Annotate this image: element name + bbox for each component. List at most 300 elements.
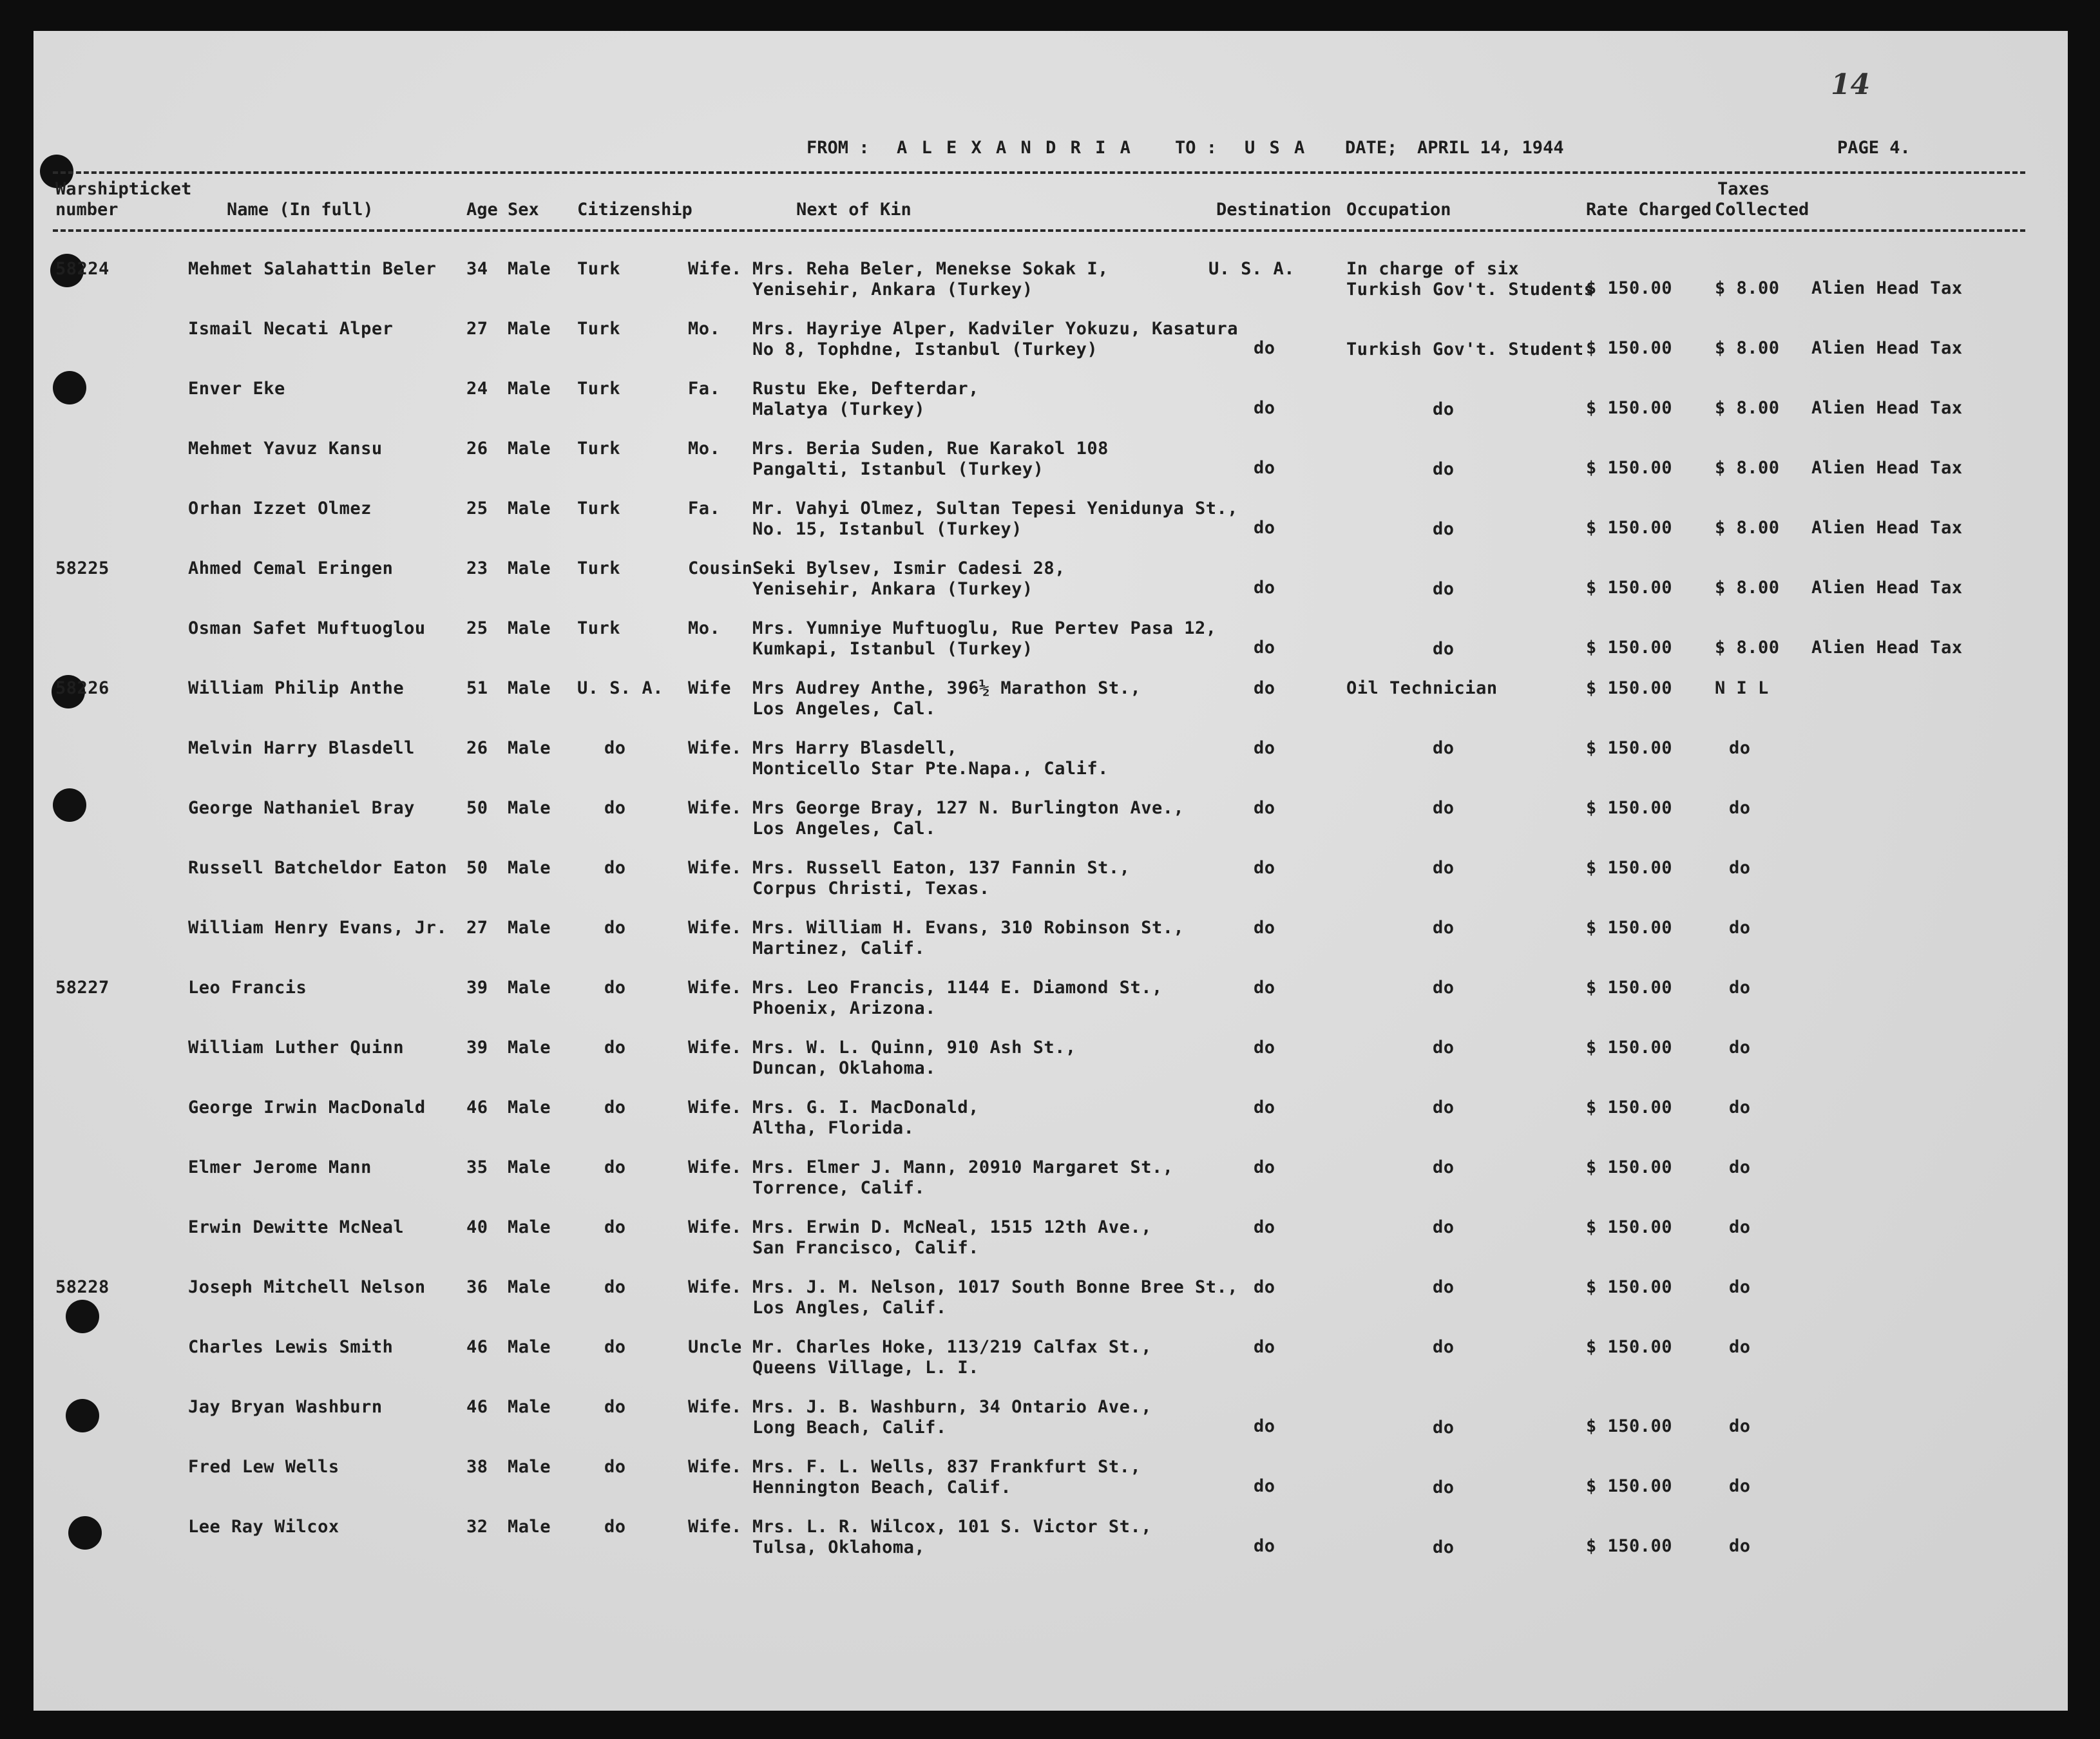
destination: do <box>1254 338 1275 358</box>
rate-charged: $ 150.00 <box>1586 1277 1673 1297</box>
from-label: FROM : <box>807 138 870 158</box>
kin-line-2: Long Beach, Calif. <box>752 1418 947 1438</box>
kin-line-1: Mrs. L. R. Wilcox, 101 S. Victor St., <box>752 1517 1152 1537</box>
occupation-line-1: do <box>1433 1098 1455 1117</box>
table-row <box>33 798 2068 856</box>
destination: do <box>1254 918 1275 938</box>
age: 27 <box>466 918 488 938</box>
tax-note: Alien Head Tax <box>1811 638 1963 658</box>
kin-relation: Wife. <box>688 858 742 878</box>
passenger-name: Melvin Harry Blasdell <box>188 738 415 758</box>
kin-relation: Mo. <box>688 319 721 339</box>
occupation-line-1: do <box>1433 1038 1455 1058</box>
kin-line-2: Kumkapi, Istanbul (Turkey) <box>752 639 1033 659</box>
age: 32 <box>466 1517 488 1537</box>
passenger-name: Enver Eke <box>188 379 285 399</box>
tax-note: Alien Head Tax <box>1811 398 1963 418</box>
tax-note: Alien Head Tax <box>1811 458 1963 478</box>
page-label: PAGE 4. <box>1837 138 1911 158</box>
occupation-line-2: do <box>1433 1478 1455 1497</box>
citizenship: do <box>604 798 626 818</box>
kin-line-2: Phoenix, Arizona. <box>752 998 936 1018</box>
age: 46 <box>466 1397 488 1417</box>
citizenship: Turk <box>577 558 621 578</box>
citizenship: Turk <box>577 319 621 339</box>
table-row <box>33 1217 2068 1275</box>
table-row <box>33 678 2068 736</box>
tax-collected: do <box>1729 1337 1751 1357</box>
col-next-of-kin: Next of Kin <box>796 200 912 220</box>
passenger-name: Jay Bryan Washburn <box>188 1397 383 1417</box>
citizenship: Turk <box>577 259 621 279</box>
destination: do <box>1254 1476 1275 1496</box>
age: 23 <box>466 558 488 578</box>
rate-charged: $ 150.00 <box>1586 978 1673 998</box>
occupation-line-2: Turkish Gov't. Student <box>1346 339 1584 359</box>
tax-collected: $ 8.00 <box>1715 398 1780 418</box>
occupation-line-1: do <box>1433 1337 1455 1357</box>
tax-note: Alien Head Tax <box>1811 578 1963 598</box>
kin-line-1: Mrs. Beria Suden, Rue Karakol 108 <box>752 439 1109 459</box>
destination: do <box>1254 1277 1275 1297</box>
kin-line-2: Yenisehir, Ankara (Turkey) <box>752 579 1033 599</box>
rate-charged: $ 150.00 <box>1586 578 1673 598</box>
table-row <box>33 259 2068 317</box>
occupation-line-2: do <box>1433 579 1455 599</box>
occupation-line-1: do <box>1433 918 1455 938</box>
rate-charged: $ 150.00 <box>1586 1536 1673 1556</box>
tax-collected: do <box>1729 1038 1751 1058</box>
occupation-line-1: do <box>1433 798 1455 818</box>
kin-line-1: Mrs George Bray, 127 N. Burlington Ave., <box>752 798 1185 818</box>
occupation-line-1: do <box>1433 1157 1455 1177</box>
passenger-name: George Nathaniel Bray <box>188 798 415 818</box>
age: 25 <box>466 618 488 638</box>
table-row <box>33 439 2068 497</box>
occupation-line-2: do <box>1433 519 1455 539</box>
occupation-line-1: Oil Technician <box>1346 678 1498 698</box>
kin-relation: Wife. <box>688 1277 742 1297</box>
kin-line-2: No. 15, Istanbul (Turkey) <box>752 519 1022 539</box>
kin-relation: Wife. <box>688 1397 742 1417</box>
ticket-number: 58228 <box>55 1277 110 1297</box>
rate-charged: $ 150.00 <box>1586 1038 1673 1058</box>
occupation-line-2: Turkish Gov't. Students <box>1346 280 1595 299</box>
destination: do <box>1254 678 1275 698</box>
rate-charged: $ 150.00 <box>1586 1217 1673 1237</box>
kin-line-2: Los Angeles, Cal. <box>752 699 936 719</box>
tax-note: Alien Head Tax <box>1811 338 1963 358</box>
kin-line-1: Mr. Vahyi Olmez, Sultan Tepesi Yenidunya St., <box>752 499 1238 518</box>
kin-line-2: Queens Village, L. I. <box>752 1358 979 1378</box>
age: 38 <box>466 1457 488 1477</box>
tax-note: Alien Head Tax <box>1811 518 1963 538</box>
table-row <box>33 618 2068 676</box>
occupation-line-1: In charge of six <box>1346 259 1520 279</box>
passenger-name: Leo Francis <box>188 978 307 998</box>
sex: Male <box>508 798 551 818</box>
destination: do <box>1254 458 1275 478</box>
ticket-number: 58226 <box>55 678 110 698</box>
occupation-line-1: do <box>1433 738 1455 758</box>
sex: Male <box>508 499 551 518</box>
citizenship: do <box>604 858 626 878</box>
tax-collected: do <box>1729 918 1751 938</box>
tax-collected: do <box>1729 858 1751 878</box>
tax-collected: $ 8.00 <box>1715 458 1780 478</box>
kin-line-2: San Francisco, Calif. <box>752 1238 979 1258</box>
age: 46 <box>466 1337 488 1357</box>
passenger-name: Erwin Dewitte McNeal <box>188 1217 405 1237</box>
passenger-name: Osman Safet Muftuoglou <box>188 618 426 638</box>
tax-collected: $ 8.00 <box>1715 278 1780 298</box>
kin-line-1: Mrs. Reha Beler, Menekse Sokak I, <box>752 259 1109 279</box>
destination: do <box>1254 1416 1275 1436</box>
sex: Male <box>508 558 551 578</box>
col-destination: Destination <box>1216 200 1332 220</box>
kin-line-1: Mrs. W. L. Quinn, 910 Ash St., <box>752 1038 1076 1058</box>
passenger-name: William Philip Anthe <box>188 678 405 698</box>
tax-collected: $ 8.00 <box>1715 338 1780 358</box>
age: 26 <box>466 439 488 459</box>
destination: do <box>1254 1536 1275 1556</box>
sex: Male <box>508 319 551 339</box>
age: 50 <box>466 798 488 818</box>
destination: do <box>1254 978 1275 998</box>
table-row <box>33 1098 2068 1155</box>
destination: do <box>1254 398 1275 418</box>
kin-line-2: Torrence, Calif. <box>752 1178 926 1198</box>
rate-charged: $ 150.00 <box>1586 518 1673 538</box>
tax-collected: do <box>1729 1098 1751 1117</box>
kin-line-1: Mrs. William H. Evans, 310 Robinson St., <box>752 918 1185 938</box>
age: 24 <box>466 379 488 399</box>
rate-charged: $ 150.00 <box>1586 638 1673 658</box>
citizenship: do <box>604 1038 626 1058</box>
table-row <box>33 379 2068 437</box>
age: 39 <box>466 978 488 998</box>
col-age: Age <box>466 200 498 220</box>
tax-note: Alien Head Tax <box>1811 278 1963 298</box>
table-row <box>33 1337 2068 1395</box>
passenger-name: Ismail Necati Alper <box>188 319 394 339</box>
rate-charged: $ 150.00 <box>1586 338 1673 358</box>
kin-relation: Fa. <box>688 379 721 399</box>
sex: Male <box>508 1457 551 1477</box>
age: 51 <box>466 678 488 698</box>
header-rule-top <box>53 171 2025 174</box>
kin-relation: Wife. <box>688 1457 742 1477</box>
col-occupation: Occupation <box>1346 200 1451 220</box>
manifest-page <box>33 31 2068 1711</box>
sex: Male <box>508 439 551 459</box>
destination: do <box>1254 1337 1275 1357</box>
age: 26 <box>466 738 488 758</box>
kin-relation: Fa. <box>688 499 721 518</box>
kin-line-2: Los Angeles, Cal. <box>752 819 936 839</box>
kin-relation: Mo. <box>688 439 721 459</box>
destination: do <box>1254 1217 1275 1237</box>
sex: Male <box>508 1098 551 1117</box>
kin-line-2: Hennington Beach, Calif. <box>752 1478 1012 1497</box>
kin-line-1: Mrs. J. B. Washburn, 34 Ontario Ave., <box>752 1397 1152 1417</box>
kin-relation: Wife. <box>688 1217 742 1237</box>
kin-line-2: No 8, Tophdne, Istanbul (Turkey) <box>752 339 1098 359</box>
passenger-name: Elmer Jerome Mann <box>188 1157 372 1177</box>
kin-line-2: Yenisehir, Ankara (Turkey) <box>752 280 1033 299</box>
col-ticket-2: number <box>55 200 119 220</box>
table-row <box>33 1517 2068 1575</box>
kin-line-1: Mrs. J. M. Nelson, 1017 South Bonne Bree St., <box>752 1277 1238 1297</box>
tax-collected: do <box>1729 1416 1751 1436</box>
kin-line-1: Mrs. Leo Francis, 1144 E. Diamond St., <box>752 978 1163 998</box>
rate-charged: $ 150.00 <box>1586 398 1673 418</box>
tax-collected: do <box>1729 1277 1751 1297</box>
kin-line-2: Duncan, Oklahoma. <box>752 1058 936 1078</box>
kin-relation: Wife. <box>688 1038 742 1058</box>
rate-charged: $ 150.00 <box>1586 278 1673 298</box>
citizenship: do <box>604 918 626 938</box>
col-taxes: Taxes <box>1717 179 1770 199</box>
citizenship: Turk <box>577 499 621 518</box>
kin-line-2: Tulsa, Oklahoma, <box>752 1537 926 1557</box>
kin-line-2: Monticello Star Pte.Napa., Calif. <box>752 759 1109 779</box>
age: 40 <box>466 1217 488 1237</box>
citizenship: do <box>604 1337 626 1357</box>
kin-line-2: Pangalti, Istanbul (Turkey) <box>752 459 1044 479</box>
rate-charged: $ 150.00 <box>1586 458 1673 478</box>
col-ticket: Warshipticket <box>55 179 192 199</box>
rate-charged: $ 150.00 <box>1586 918 1673 938</box>
destination: do <box>1254 578 1275 598</box>
kin-relation: Wife. <box>688 738 742 758</box>
sex: Male <box>508 1517 551 1537</box>
kin-line-1: Mrs. Yumniye Muftuoglu, Rue Pertev Pasa 12, <box>752 618 1217 638</box>
tax-collected: do <box>1729 978 1751 998</box>
kin-relation: Cousin <box>688 558 753 578</box>
age: 39 <box>466 1038 488 1058</box>
destination: U. S. A. <box>1208 259 1295 279</box>
kin-relation: Mo. <box>688 618 721 638</box>
kin-line-2: Martinez, Calif. <box>752 938 926 958</box>
sex: Male <box>508 1157 551 1177</box>
occupation-line-1: do <box>1433 858 1455 878</box>
tax-collected: N I L <box>1715 678 1769 698</box>
col-rate: Rate Charged <box>1586 200 1712 220</box>
rate-charged: $ 150.00 <box>1586 678 1673 698</box>
table-row <box>33 558 2068 616</box>
passenger-name: William Henry Evans, Jr. <box>188 918 448 938</box>
kin-line-1: Mrs Harry Blasdell, <box>752 738 958 758</box>
passenger-name: Lee Ray Wilcox <box>188 1517 339 1537</box>
kin-line-1: Mrs. Erwin D. McNeal, 1515 12th Ave., <box>752 1217 1152 1237</box>
sex: Male <box>508 1277 551 1297</box>
kin-line-2: Altha, Florida. <box>752 1118 915 1138</box>
citizenship: do <box>604 1457 626 1477</box>
rate-charged: $ 150.00 <box>1586 1416 1673 1436</box>
age: 46 <box>466 1098 488 1117</box>
sex: Male <box>508 918 551 938</box>
rate-charged: $ 150.00 <box>1586 1337 1673 1357</box>
sex: Male <box>508 1038 551 1058</box>
kin-relation: Wife. <box>688 918 742 938</box>
sex: Male <box>508 738 551 758</box>
sex: Male <box>508 1217 551 1237</box>
to-value: U S A <box>1245 138 1307 158</box>
citizenship: do <box>604 1277 626 1297</box>
kin-line-2: Corpus Christi, Texas. <box>752 879 990 898</box>
kin-line-1: Mrs Audrey Anthe, 396½ Marathon St., <box>752 678 1141 698</box>
citizenship: do <box>604 978 626 998</box>
sex: Male <box>508 379 551 399</box>
age: 50 <box>466 858 488 878</box>
tax-collected: do <box>1729 798 1751 818</box>
citizenship: Turk <box>577 618 621 638</box>
kin-line-1: Rustu Eke, Defterdar, <box>752 379 979 399</box>
destination: do <box>1254 738 1275 758</box>
occupation-line-1: do <box>1433 978 1455 998</box>
age: 35 <box>466 1157 488 1177</box>
to-label: TO : <box>1175 138 1217 158</box>
kin-relation: Wife. <box>688 978 742 998</box>
kin-relation: Wife. <box>688 1517 742 1537</box>
occupation-line-1: do <box>1433 1277 1455 1297</box>
rate-charged: $ 150.00 <box>1586 858 1673 878</box>
kin-line-1: Mrs. Elmer J. Mann, 20910 Margaret St., <box>752 1157 1174 1177</box>
kin-line-1: Mrs. F. L. Wells, 837 Frankfurt St., <box>752 1457 1141 1477</box>
rate-charged: $ 150.00 <box>1586 1098 1673 1117</box>
kin-relation: Wife. <box>688 1098 742 1117</box>
table-row <box>33 499 2068 556</box>
sex: Male <box>508 1397 551 1417</box>
ticket-number: 58227 <box>55 978 110 998</box>
passenger-name: Charles Lewis Smith <box>188 1337 394 1357</box>
citizenship: do <box>604 1217 626 1237</box>
sex: Male <box>508 978 551 998</box>
table-row <box>33 918 2068 976</box>
occupation-line-2: do <box>1433 1418 1455 1438</box>
date-value: APRIL 14, 1944 <box>1417 138 1564 158</box>
table-row <box>33 1277 2068 1335</box>
kin-line-2: Malatya (Turkey) <box>752 399 926 419</box>
passenger-name: Mehmet Yavuz Kansu <box>188 439 383 459</box>
tax-collected: $ 8.00 <box>1715 578 1780 598</box>
destination: do <box>1254 1157 1275 1177</box>
passenger-name: Joseph Mitchell Nelson <box>188 1277 426 1297</box>
sex: Male <box>508 1337 551 1357</box>
tax-collected: do <box>1729 1536 1751 1556</box>
from-value: A L E X A N D R I A <box>897 138 1132 158</box>
col-citizenship: Citizenship <box>577 200 692 220</box>
age: 34 <box>466 259 488 279</box>
kin-line-1: Mrs. Hayriye Alper, Kadviler Yokuzu, Kasatura <box>752 319 1238 339</box>
destination: do <box>1254 1038 1275 1058</box>
passenger-name: Orhan Izzet Olmez <box>188 499 372 518</box>
table-row <box>33 319 2068 377</box>
tax-collected: $ 8.00 <box>1715 518 1780 538</box>
col-taxes-2: Collected <box>1715 200 1809 220</box>
age: 25 <box>466 499 488 518</box>
tax-collected: do <box>1729 1476 1751 1496</box>
table-row <box>33 1457 2068 1515</box>
page-number: 14 <box>1831 68 1871 101</box>
citizenship: U. S. A. <box>577 678 664 698</box>
destination: do <box>1254 518 1275 538</box>
kin-relation: Wife. <box>688 1157 742 1177</box>
table-row <box>33 858 2068 916</box>
destination: do <box>1254 858 1275 878</box>
citizenship: do <box>604 1157 626 1177</box>
kin-line-1: Seki Bylsev, Ismir Cadesi 28, <box>752 558 1065 578</box>
table-row <box>33 1157 2068 1215</box>
kin-relation: Wife <box>688 678 732 698</box>
passenger-name: Mehmet Salahattin Beler <box>188 259 437 279</box>
destination: do <box>1254 638 1275 658</box>
citizenship: do <box>604 1517 626 1537</box>
tax-collected: do <box>1729 1217 1751 1237</box>
kin-line-1: Mr. Charles Hoke, 113/219 Calfax St., <box>752 1337 1152 1357</box>
sex: Male <box>508 858 551 878</box>
kin-line-1: Mrs. Russell Eaton, 137 Fannin St., <box>752 858 1131 878</box>
citizenship: Turk <box>577 379 621 399</box>
ticket-number: 58225 <box>55 558 110 578</box>
citizenship: do <box>604 738 626 758</box>
kin-line-1: Mrs. G. I. MacDonald, <box>752 1098 979 1117</box>
age: 36 <box>466 1277 488 1297</box>
passenger-name: George Irwin MacDonald <box>188 1098 426 1117</box>
kin-line-2: Los Angles, Calif. <box>752 1298 947 1318</box>
occupation-line-2: do <box>1433 1537 1455 1557</box>
col-name: Name (In full) <box>227 200 374 220</box>
sex: Male <box>508 259 551 279</box>
rate-charged: $ 150.00 <box>1586 738 1673 758</box>
table-row <box>33 978 2068 1036</box>
occupation-line-2: do <box>1433 639 1455 659</box>
citizenship: do <box>604 1397 626 1417</box>
tax-collected: $ 8.00 <box>1715 638 1780 658</box>
citizenship: Turk <box>577 439 621 459</box>
rate-charged: $ 150.00 <box>1586 1157 1673 1177</box>
kin-relation: Wife. <box>688 259 742 279</box>
passenger-name: Fred Lew Wells <box>188 1457 339 1477</box>
occupation-line-2: do <box>1433 459 1455 479</box>
rate-charged: $ 150.00 <box>1586 798 1673 818</box>
tax-collected: do <box>1729 1157 1751 1177</box>
table-row <box>33 1038 2068 1096</box>
passenger-name: William Luther Quinn <box>188 1038 405 1058</box>
rate-charged: $ 150.00 <box>1586 1476 1673 1496</box>
passenger-name: Ahmed Cemal Eringen <box>188 558 394 578</box>
header-rule-bottom <box>53 229 2025 232</box>
passenger-name: Russell Batcheldor Eaton <box>188 858 448 878</box>
kin-relation: Uncle <box>688 1337 742 1357</box>
occupation-line-1: do <box>1433 1217 1455 1237</box>
table-row <box>33 1397 2068 1455</box>
col-sex: Sex <box>508 200 539 220</box>
table-row <box>33 738 2068 796</box>
occupation-line-2: do <box>1433 399 1455 419</box>
age: 27 <box>466 319 488 339</box>
destination: do <box>1254 798 1275 818</box>
date-label: DATE; <box>1345 138 1398 158</box>
destination: do <box>1254 1098 1275 1117</box>
sex: Male <box>508 678 551 698</box>
kin-relation: Wife. <box>688 798 742 818</box>
ticket-number: 58224 <box>55 259 110 279</box>
citizenship: do <box>604 1098 626 1117</box>
tax-collected: do <box>1729 738 1751 758</box>
sex: Male <box>508 618 551 638</box>
